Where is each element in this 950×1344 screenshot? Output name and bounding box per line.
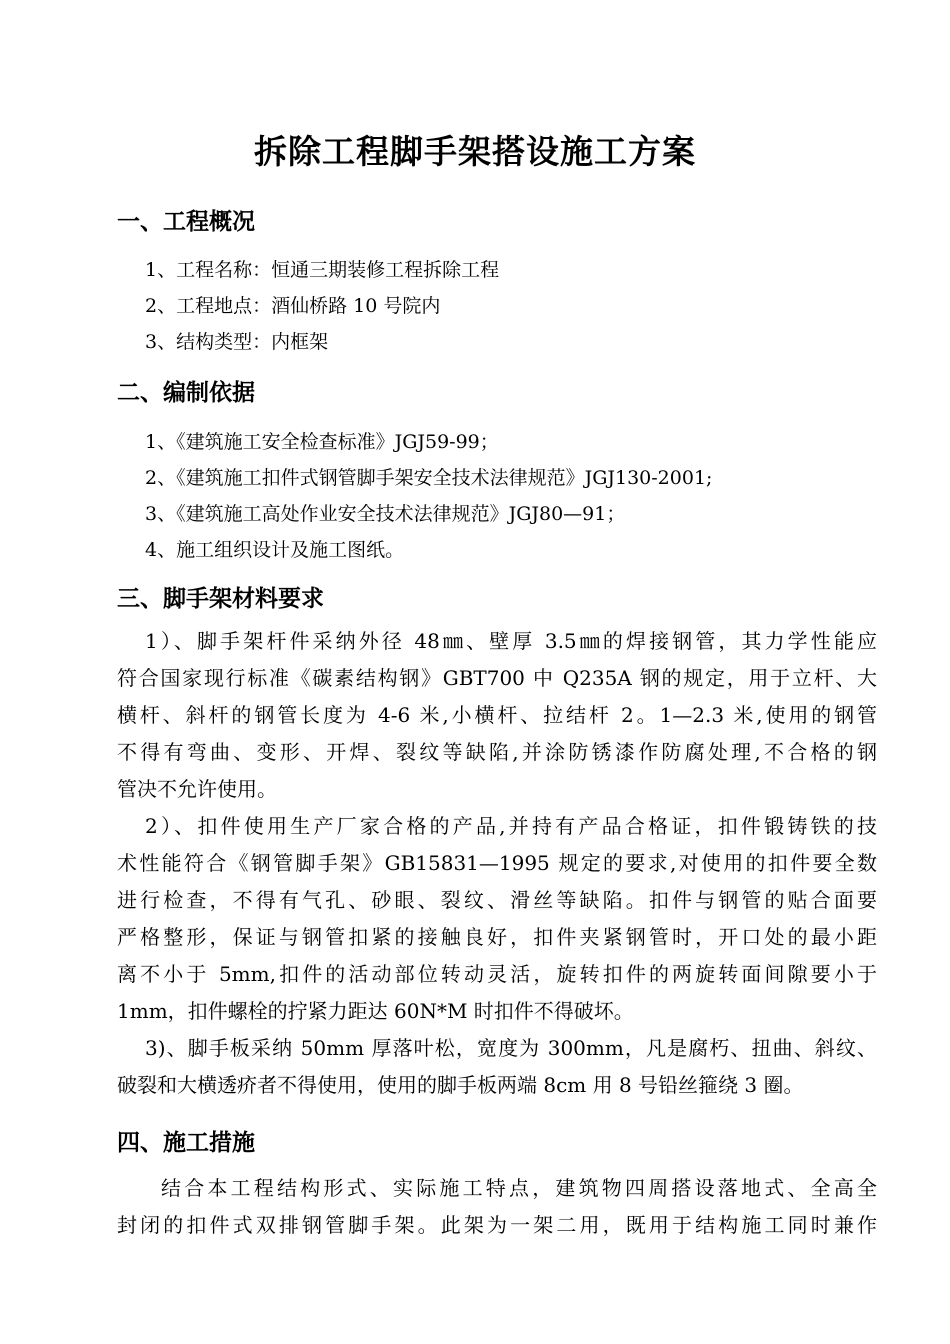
- measures-paragraph: [117, 1170, 877, 1244]
- section-heading-materials: 三、脚手架材料要求: [117, 586, 324, 612]
- text-line: 术性能符合《钢管脚手架》GB15831—1995 规定的要求,对使用的扣件要全数: [117, 851, 877, 875]
- overview-item: 1、工程名称：恒通三期装修工程拆除工程: [145, 259, 500, 281]
- section-heading-measures: 四、施工措施: [117, 1130, 255, 1156]
- overview-item: 2、工程地点：酒仙桥路 10 号院内: [145, 295, 441, 317]
- text-line: 1）、脚手架杆件采纳外径 48㎜、壁厚 3.5㎜的焊接钢管，其力学性能应: [145, 629, 877, 653]
- materials-paragraph-1: [117, 623, 877, 808]
- text-line: 不得有弯曲、变形、开焊、裂纹等缺陷,并涂防锈漆作防腐处理,不合格的钢: [117, 740, 877, 764]
- materials-paragraph-3: [117, 1030, 877, 1104]
- text-line: 管决不允许使用。: [117, 777, 277, 801]
- text-line: 破裂和大横透疥者不得使用，使用的脚手板两端 8cm 用 8 号铅丝箍绕 3 圈。: [117, 1073, 804, 1097]
- basis-item: 2、《建筑施工扣件式钢管脚手架安全技术法律规范》JGJ130-2001;: [145, 467, 713, 489]
- text-line: 符合国家现行标准《碳素结构钢》GBT700 中 Q235A 钢的规定，用于立杆、大: [117, 666, 877, 690]
- document-title: 拆除工程脚手架搭设施工方案: [254, 132, 696, 171]
- text-line: 严格整形，保证与钢管扣紧的接触良好，扣件夹紧钢管时，开口处的最小距: [117, 925, 877, 949]
- text-line: 横杆、斜杆的钢管长度为 4-6 米,小横杆、拉结杆 2。1—2.3 米,使用的钢管: [117, 703, 877, 727]
- text-line: 1mm，扣件螺栓的拧紧力距达 60N*M 时扣件不得破坏。: [117, 999, 634, 1023]
- materials-paragraph-2: [117, 808, 877, 1030]
- text-line: 2）、扣件使用生产厂家合格的产品,并持有产品合格证，扣件锻铸铁的技: [145, 814, 877, 838]
- section-heading-overview: 一、工程概况: [117, 209, 255, 235]
- text-line: 3)、脚手板采纳 50mm 厚落叶松，宽度为 300mm，凡是腐朽、扭曲、斜纹、: [145, 1036, 877, 1060]
- overview-item: 3、结构类型：内框架: [145, 331, 329, 353]
- section-heading-basis: 二、编制依据: [117, 380, 255, 406]
- basis-item: 4、施工组织设计及施工图纸。: [145, 539, 405, 561]
- text-line: 封闭的扣件式双排钢管脚手架。此架为一架二用，既用于结构施工同时兼作: [117, 1213, 877, 1237]
- text-line: 离不小于 5mm,扣件的活动部位转动灵活，旋转扣件的两旋转面间隙要小于: [117, 962, 877, 986]
- text-line: 进行检查，不得有气孔、砂眼、裂纹、滑丝等缺陷。扣件与钢管的贴合面要: [117, 888, 877, 912]
- basis-item: 1、《建筑施工安全检查标准》JGJ59-99；: [145, 431, 499, 453]
- basis-item: 3、《建筑施工高处作业安全技术法律规范》JGJ80—91；: [145, 503, 626, 525]
- text-line: 结合本工程结构形式、实际施工特点，建筑物四周搭设落地式、全高全: [161, 1176, 877, 1200]
